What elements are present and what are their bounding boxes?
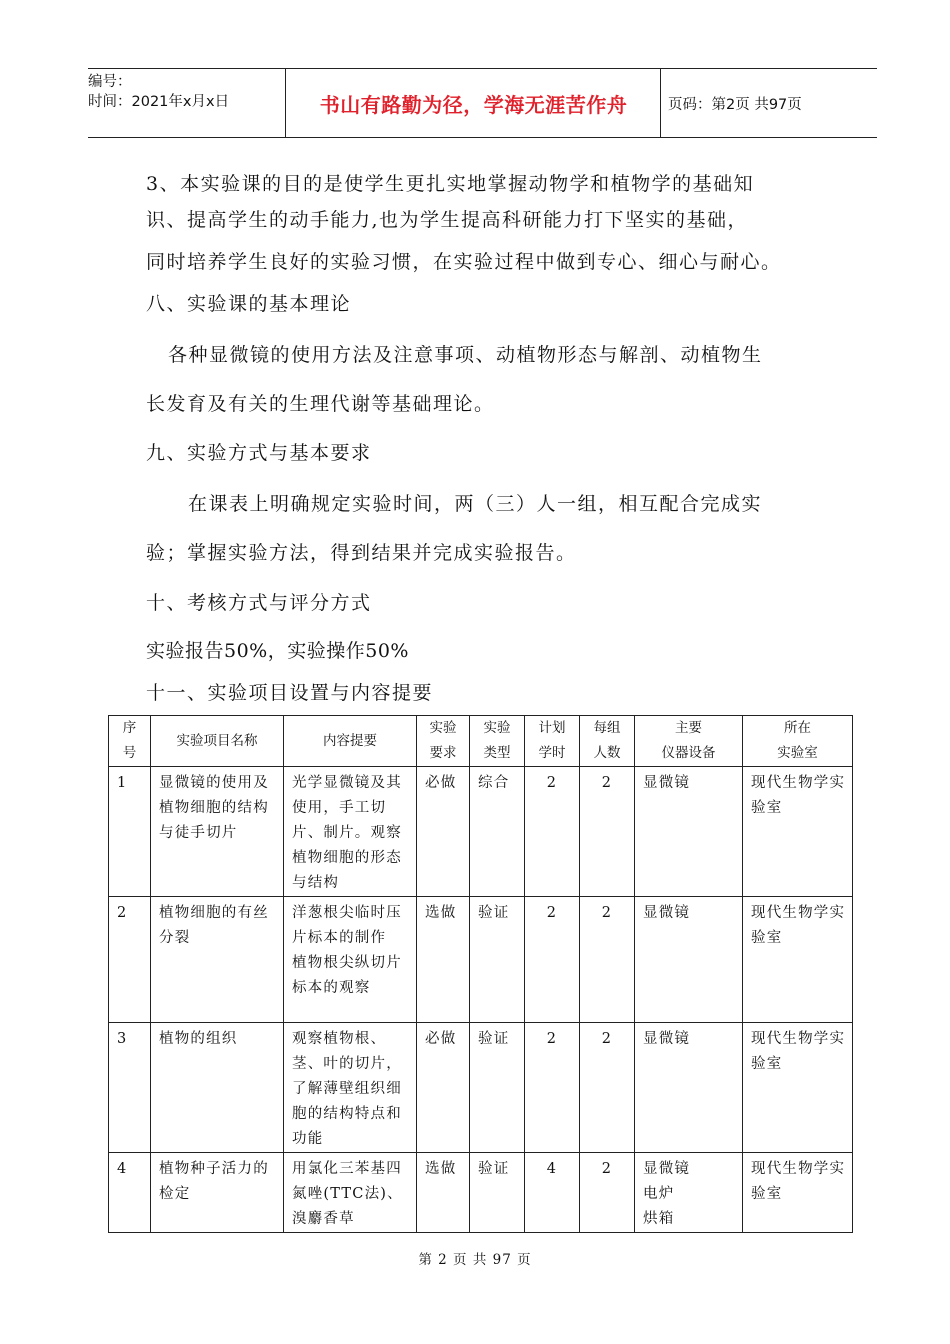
cell-people: 2 (580, 897, 635, 1023)
cell-no: 2 (109, 897, 151, 1023)
cell-name: 植物种子活力的检定 (151, 1153, 284, 1233)
cell-name: 植物的组织 (151, 1023, 284, 1153)
heading-section-8: 八、实验课的基本理论 (146, 293, 352, 315)
cell-requirement: 必做 (417, 1023, 470, 1153)
cell-no: 1 (109, 767, 151, 897)
table-row (109, 897, 853, 1023)
cell-hours: 4 (525, 1153, 580, 1233)
col-header-requirement: 实验 要求 (417, 716, 470, 767)
paragraph-9-line1: 在课表上明确规定实验时间，两（三）人一组，相互配合完成实 (188, 493, 763, 515)
col-header-summary: 内容提要 (284, 716, 417, 767)
paragraph-3-line1: 3、本实验课的目的是使学生更扎实地掌握动物学和植物学的基础知 (146, 173, 755, 195)
cell-type: 验证 (470, 897, 525, 1023)
cell-lab: 现代生物学实验室 (743, 897, 853, 1023)
cell-summary: 洋葱根尖临时压片标本的制作 植物根尖纵切片标本的观察 (284, 897, 417, 1023)
col-header-type: 实验 类型 (470, 716, 525, 767)
paragraph-8-line1: 各种显微镜的使用方法及注意事项、动植物形态与解剖、动植物生 (168, 344, 763, 366)
cell-type: 验证 (470, 1153, 525, 1233)
cell-summary: 观察植物根、茎、叶的切片，了解薄壁组织细胞的结构特点和功能 (284, 1023, 417, 1153)
experiment-table (108, 715, 853, 1233)
cell-lab: 现代生物学实验室 (743, 1023, 853, 1153)
cell-equipment: 显微镜 (635, 897, 743, 1023)
col-header-no: 序 号 (109, 716, 151, 767)
col-header-hours: 计划 学时 (525, 716, 580, 767)
cell-lab: 现代生物学实验室 (743, 767, 853, 897)
cell-requirement: 选做 (417, 897, 470, 1023)
cell-people: 2 (580, 1023, 635, 1153)
header-time: 时间：2021年x月x日 (88, 94, 230, 110)
cell-people: 2 (580, 767, 635, 897)
heading-section-9: 九、实验方式与基本要求 (146, 442, 372, 464)
cell-hours: 2 (525, 1023, 580, 1153)
cell-equipment: 显微镜 (635, 767, 743, 897)
paragraph-3-line3: 同时培养学生良好的实验习惯，在实验过程中做到专心、细心与耐心。 (146, 251, 782, 273)
col-header-equipment: 主要 仪器设备 (635, 716, 743, 767)
cell-equipment: 显微镜 (635, 1023, 743, 1153)
cell-summary: 光学显微镜及其使用，手工切片、制片。观察植物细胞的形态与结构 (284, 767, 417, 897)
paragraph-3-line2: 识、提高学生的动手能力,也为学生提高科研能力打下坚实的基础， (146, 209, 749, 231)
paragraph-8-line2: 长发育及有关的生理代谢等基础理论。 (146, 393, 495, 415)
col-header-name: 实验项目名称 (151, 716, 284, 767)
header-meta (88, 69, 286, 137)
col-header-lab: 所在 实验室 (743, 716, 853, 767)
header-number: 编号： (88, 74, 132, 90)
heading-section-11: 十一、实验项目设置与内容提要 (146, 682, 434, 704)
cell-people: 2 (580, 1153, 635, 1233)
paragraph-9-line2: 验；掌握实验方法，得到结果并完成实验报告。 (146, 542, 577, 564)
cell-name: 显微镜的使用及植物细胞的结构与徒手切片 (151, 767, 284, 897)
cell-name: 植物细胞的有丝分裂 (151, 897, 284, 1023)
heading-section-10: 十、考核方式与评分方式 (146, 592, 372, 614)
table-row (109, 1023, 853, 1153)
cell-lab: 现代生物学实验室 (743, 1153, 853, 1233)
header-page-info: 页码：第2页 共97页 (668, 96, 802, 113)
cell-type: 验证 (470, 1023, 525, 1153)
cell-type: 综合 (470, 767, 525, 897)
assessment-ratio: 实验报告50%，实验操作50% (146, 640, 409, 662)
cell-requirement: 必做 (417, 767, 470, 897)
table-row (109, 767, 853, 897)
cell-equipment: 显微镜 电炉 烘箱 (635, 1153, 743, 1233)
cell-hours: 2 (525, 767, 580, 897)
cell-no: 4 (109, 1153, 151, 1233)
cell-requirement: 选做 (417, 1153, 470, 1233)
page-footer: 第 2 页 共 97 页 (418, 1252, 532, 1268)
cell-hours: 2 (525, 897, 580, 1023)
table-header-row (109, 716, 853, 767)
page-header (88, 68, 877, 138)
cell-no: 3 (109, 1023, 151, 1153)
col-header-people: 每组 人数 (580, 716, 635, 767)
table-row (109, 1153, 853, 1233)
cell-summary: 用氯化三苯基四氮唑(TTC法)、溴麝香草 (284, 1153, 417, 1233)
header-motto: 书山有路勤为径，学海无涯苦作舟 (287, 69, 661, 137)
